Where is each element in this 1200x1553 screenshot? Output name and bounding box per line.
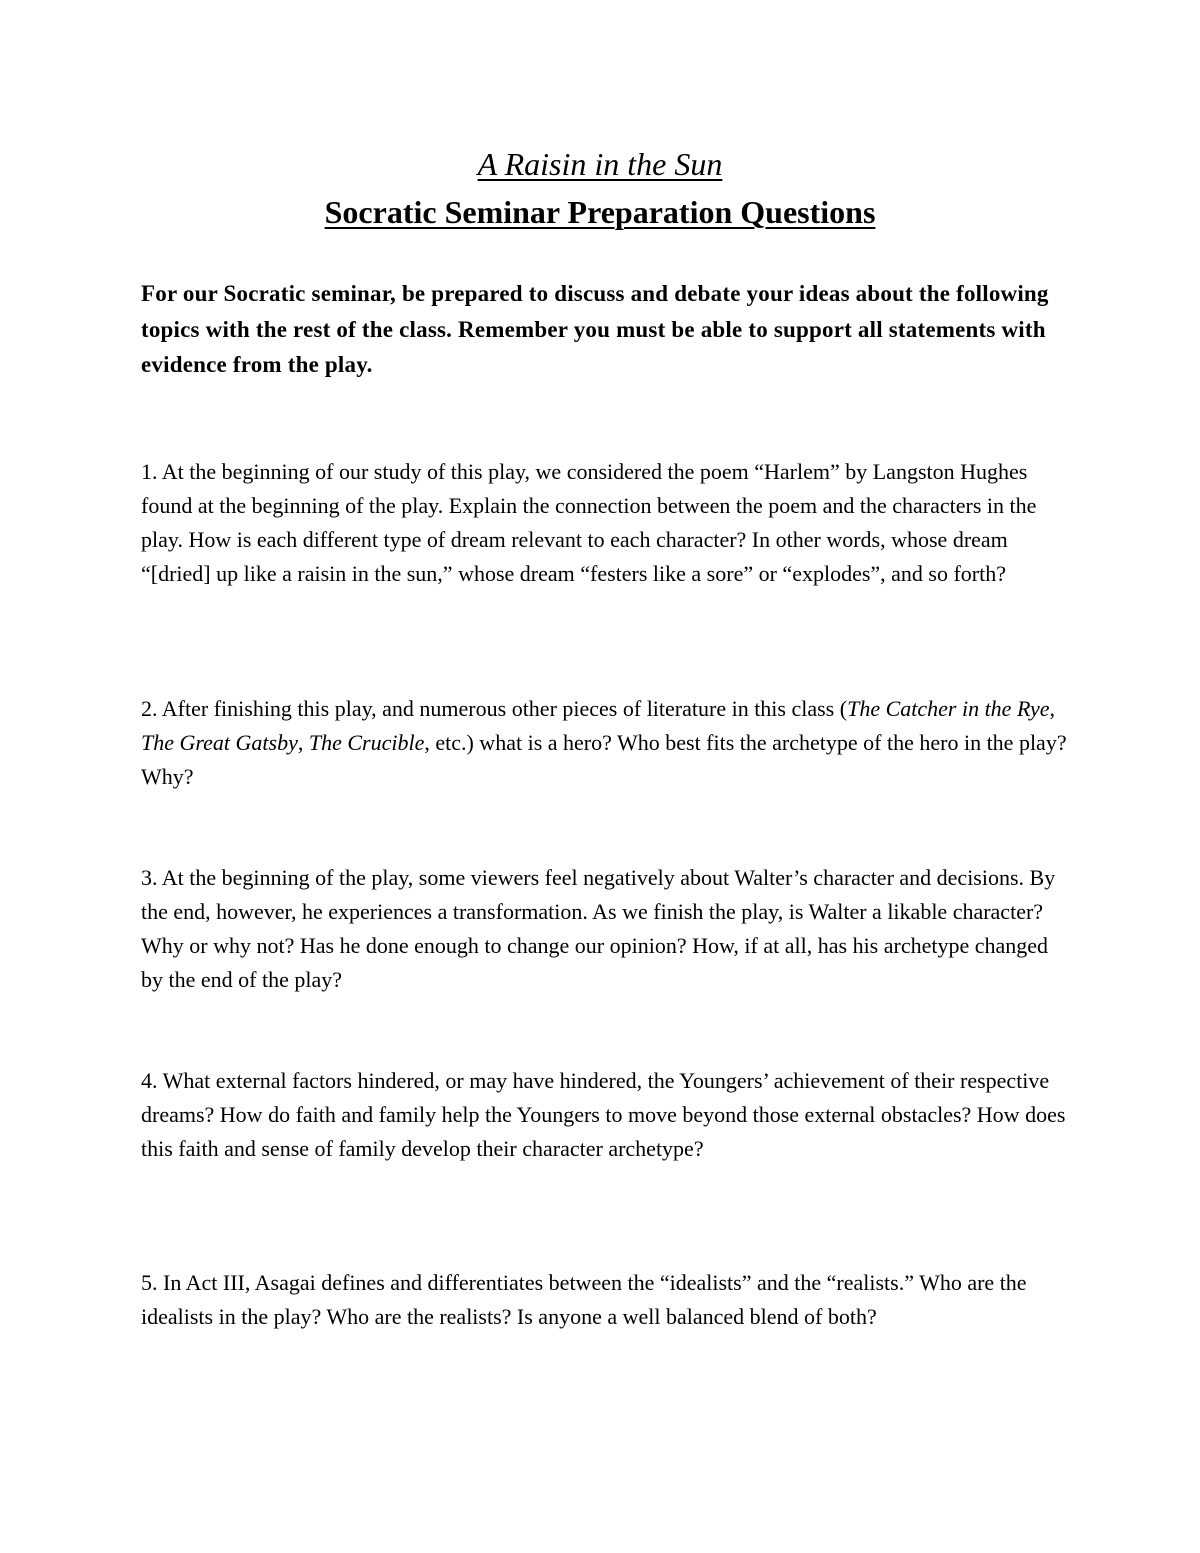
- question-4: 4. What external factors hindered, or may have hindered, the Youngers’ achievement of their respective dreams? How do faith and family help the Youngers to move beyond those external obstacles? How does this faith and sense of family develop their character archetype?: [141, 1068, 1066, 1161]
- question-3: 3. At the beginning of the play, some viewers feel negatively about Walter’s character and decisions. By the end, however, he experiences a transformation. As we finish the play, is Walter a likable character? Why or why not? Has he done enough to change our opinion? How, if at all, has his archetype changed by the end of the play?: [141, 865, 1056, 992]
- title-block: [0, 140, 1200, 236]
- question-2-work-catcher: The Catcher in the Rye: [847, 696, 1050, 721]
- question-2-work-gatsby: The Great Gatsby: [141, 730, 298, 755]
- question-2-tail: , etc.) what is a hero? Who best fits the archetype of the hero in the play? Why?: [141, 730, 1067, 789]
- question-2: [141, 692, 1071, 794]
- question-2-work-crucible: The Crucible: [308, 730, 425, 755]
- question-2-lead: 2. After finishing this play, and numerous other pieces of literature in this class (: [141, 696, 848, 721]
- question-1: 1. At the beginning of our study of this play, we considered the poem “Harlem” by Langston Hughes found at the beginning of the play. Explain the connection between the poem and the characters in the play. How is each different type of dream relevant to each character? In other words, whose dream “[dried] up like a raisin in the sun,” whose dream “festers like a sore” or “explodes”, and so forth?: [141, 459, 1037, 586]
- question-2-separator: ,: [297, 730, 309, 755]
- question-5: 5. In Act III, Asagai defines and differentiates between the “idealists” and the “realists.” Who are the idealists in the play? Who are the realists? Is anyone a well balanced blend of both?: [141, 1270, 1027, 1329]
- document-title: A Raisin in the Sun: [477, 146, 723, 182]
- question-2-separator: ,: [1049, 696, 1056, 721]
- instructions-paragraph: For our Socratic seminar, be prepared to discuss and debate your ideas about the following topics with the rest of the class. Remember you must be able to support all statements with evidence from the play.: [141, 281, 1049, 377]
- document-subtitle: Socratic Seminar Preparation Questions: [324, 194, 876, 230]
